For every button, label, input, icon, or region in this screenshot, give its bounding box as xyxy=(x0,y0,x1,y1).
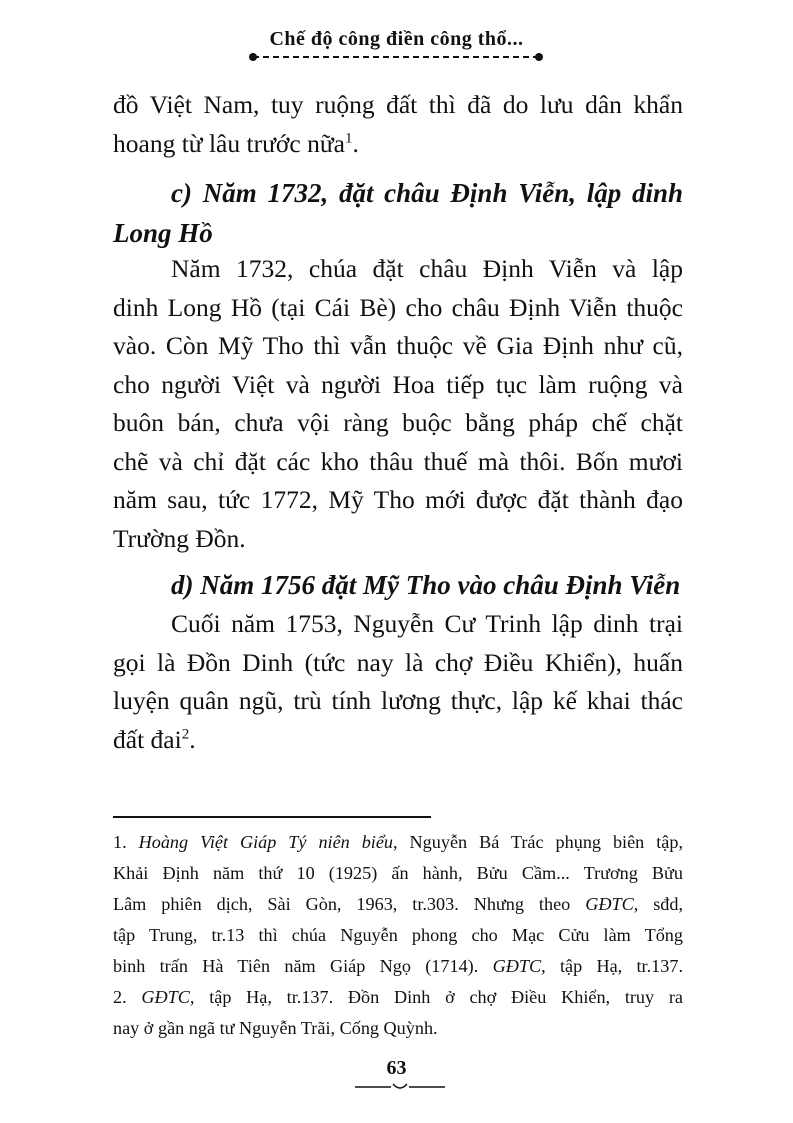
section-c-heading xyxy=(113,173,683,253)
footnote-line: Lâm phiên dịch, Sài Gòn, 1963, tr.303. Nhưng theo GĐTC, sđd, xyxy=(113,894,684,914)
section-d-heading xyxy=(113,565,683,605)
divider-dot-right xyxy=(535,53,543,61)
paragraph-line: Cuối năm 1753, Nguyễn Cư Trinh lập dinh trại xyxy=(171,609,683,638)
section-d-paragraph xyxy=(113,605,683,759)
paragraph-line: vào. Còn Mỹ Tho thì vẫn thuộc về Gia Định như cũ, xyxy=(113,331,683,360)
section-c-paragraph xyxy=(113,250,683,558)
source-abbrev: GĐTC xyxy=(492,956,542,976)
footnote-line: 2. GĐTC, tập Hạ, tr.137. Đồn Dinh ở chợ Điều Khiển, truy ra xyxy=(113,987,684,1007)
footnote-line: binh trấn Hà Tiên năm Giáp Ngọ (1714). GĐTC, tập Hạ, tr.137. xyxy=(113,956,683,976)
paragraph-line: gọi là Đồn Dinh (tức nay là chợ Điều Khiển), huấn xyxy=(113,647,683,677)
heading-line: Long Hồ xyxy=(113,218,213,248)
footnotes xyxy=(113,827,683,1044)
heading-line: c) Năm 1732, đặt châu Định Viễn, lập dinh xyxy=(171,178,683,208)
page-number: 63 xyxy=(386,1057,407,1079)
paragraph-line: dinh Long Hồ (tại Cái Bè) cho châu Định Viễn thuộc xyxy=(113,292,683,322)
running-header: Chế độ công điền công thổ... xyxy=(269,28,524,50)
footnote-line: tập Trung, tr.13 thì chúa Nguyễn phong cho Mạc Cửu làm Tổng xyxy=(113,925,683,945)
source-title: Hoàng Việt Giáp Tý niên biểu xyxy=(138,832,394,852)
intro-paragraph xyxy=(113,86,683,163)
footnote-ref[interactable]: 2 xyxy=(181,726,190,742)
paragraph-line: năm sau, tức 1772, Mỹ Tho mới được đặt thành đạo xyxy=(113,485,683,514)
paragraph-line: Năm 1732, chúa đặt châu Định Viễn và lập xyxy=(171,254,683,283)
page-number-ornament xyxy=(355,1082,445,1092)
paragraph-line: cho người Việt và người Hoa tiếp tục làm ruộng và xyxy=(113,369,683,399)
divider-dot-left xyxy=(249,53,257,61)
footnote-divider xyxy=(113,816,431,818)
footnote-ref[interactable]: 1 xyxy=(344,130,353,146)
paragraph-line: đất đai$^2$. xyxy=(113,724,196,754)
header-divider xyxy=(253,56,539,58)
source-abbrev: GĐTC xyxy=(585,894,634,914)
paragraph-line: hoang từ lâu trước nữa$^1$. xyxy=(113,128,359,158)
footnote-line: nay ở gần ngã tư Nguyễn Trãi, Cống Quỳnh. xyxy=(113,1018,438,1038)
paragraph-line: buôn bán, chưa vội ràng buộc bằng pháp chế chặt xyxy=(113,408,683,437)
source-abbrev: GĐTC xyxy=(141,987,190,1007)
footnote-line: Khải Định năm thứ 10 (1925) ấn hành, Bửu Cầm... Trương Bửu xyxy=(113,863,683,883)
heading-line: d) Năm 1756 đặt Mỹ Tho vào châu Định Viễn xyxy=(171,570,681,600)
paragraph-line: đồ Việt Nam, tuy ruộng đất thì đã do lưu dân khẩn xyxy=(113,90,683,119)
footnote-line: 1. Hoàng Việt Giáp Tý niên biểu, Nguyễn Bá Trác phụng biên tập, xyxy=(113,832,683,852)
paragraph-line: Trường Đồn. xyxy=(113,523,246,553)
paragraph-line: luyện quân ngũ, trù tính lương thực, lập kế khai thác xyxy=(113,686,683,715)
paragraph-line: chẽ và chỉ đặt các kho thâu thuế mà thôi. Bốn mươi xyxy=(113,446,683,476)
